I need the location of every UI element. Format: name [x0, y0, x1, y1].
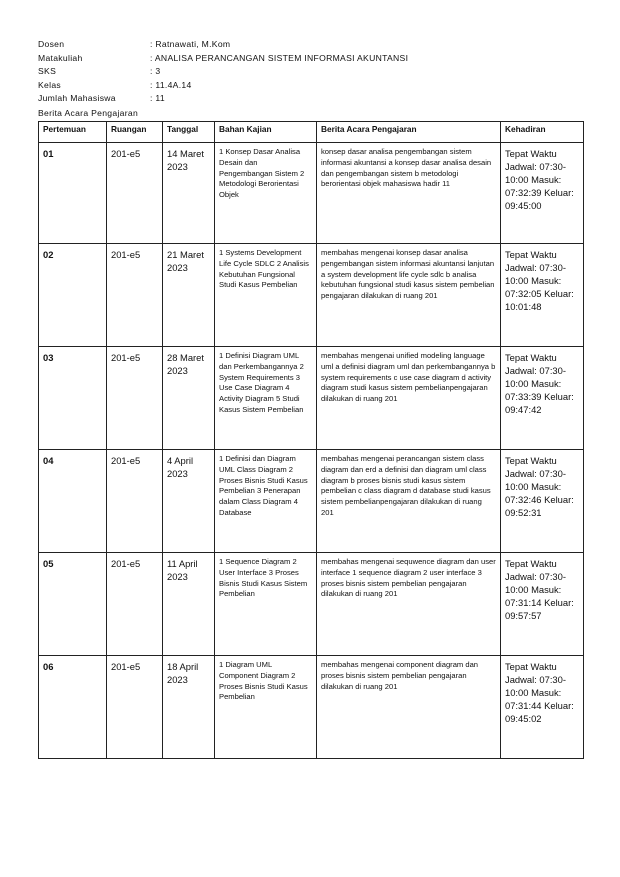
info-label: Dosen: [38, 39, 65, 49]
cell-pertemuan: 02: [39, 244, 107, 347]
cell-tanggal: 28 Maret 2023: [163, 347, 215, 450]
cell-berita-acara: membahas mengenai unified modeling language uml a definisi diagram uml dan perkembangannya b system requirements c use case diagram d activity diagram studi kasus sistem pembelianpengajaran dilakukan di ruang 201: [317, 347, 501, 450]
info-row-matakuliah: [38, 52, 408, 66]
header-berita-acara: Berita Acara Pengajaran: [317, 122, 501, 143]
cell-ruangan: 201-e5: [107, 347, 163, 450]
info-label: Matakuliah: [38, 52, 83, 63]
cell-bahan-kajian: 1 Sequence Diagram 2 User Interface 3 Proses Bisnis Studi Kasus Sistem Pembelian: [215, 553, 317, 656]
cell-pertemuan: 06: [39, 656, 107, 759]
cell-bahan-kajian: 1 Konsep Dasar Analisa Desain dan Pengembangan Sistem 2 Metodologi Berorientasi Objek: [215, 143, 317, 244]
cell-tanggal: 14 Maret 2023: [163, 143, 215, 244]
table-row: [39, 656, 584, 759]
cell-kehadiran: Tepat Waktu Jadwal: 07:30-10:00 Masuk: 07:32:39 Keluar: 09:45:00: [501, 143, 584, 244]
info-label: Kelas: [38, 79, 61, 90]
cell-bahan-kajian: 1 Systems Development Life Cycle SDLC 2 Analisis Kebutuhan Fungsional Studi Kasus Pembelian: [215, 244, 317, 347]
cell-kehadiran: Tepat Waktu Jadwal: 07:30-10:00 Masuk: 07:33:39 Keluar: 09:47:42: [501, 347, 584, 450]
table-row: [39, 143, 584, 244]
header-pertemuan: Pertemuan: [39, 122, 107, 143]
cell-berita-acara: membahas mengenai component diagram dan proses bisnis sistem pembelian pengajaran dilakukan di ruang 201: [317, 656, 501, 759]
info-row-dosen: [38, 38, 408, 52]
table-row: [39, 244, 584, 347]
cell-kehadiran: Tepat Waktu Jadwal: 07:30-10:00 Masuk: 07:32:05 Keluar: 10:01:48: [501, 244, 584, 347]
cell-tanggal: 21 Maret 2023: [163, 244, 215, 347]
cell-ruangan: 201-e5: [107, 553, 163, 656]
info-value: : 11.4A.14: [150, 79, 192, 90]
cell-kehadiran: Tepat Waktu Jadwal: 07:30-10:00 Masuk: 07:31:14 Keluar: 09:57:57: [501, 553, 584, 656]
cell-ruangan: 201-e5: [107, 450, 163, 553]
cell-tanggal: 4 April 2023: [163, 450, 215, 553]
cell-bahan-kajian: 1 Definisi Diagram UML dan Perkembangannya 2 System Requirements 3 Use Case Diagram 4 Activity Diagram 5 Studi Kasus Sistem Pembelian: [215, 347, 317, 450]
cell-berita-acara: membahas mengenai sequwence diagram dan user interface 1 sequence diagram 2 user interface 3 proses bisnis sistem pembelian pengajaran dilakukan di ruang 201: [317, 553, 501, 656]
header-bahan-kajian: Bahan Kajian: [215, 122, 317, 143]
info-label: SKS: [38, 66, 57, 76]
cell-ruangan: 201-e5: [107, 143, 163, 244]
cell-tanggal: 18 April 2023: [163, 656, 215, 759]
cell-bahan-kajian: 1 Definisi dan Diagram UML Class Diagram 2 Proses Bisnis Studi Kasus Pembelian 3 Penerapan dalam Class Diagram 4 Database: [215, 450, 317, 553]
cell-kehadiran: Tepat Waktu Jadwal: 07:30-10:00 Masuk: 07:32:46 Keluar: 09:52:31: [501, 450, 584, 553]
info-row-jumlah: [38, 92, 408, 106]
cell-tanggal: 11 April 2023: [163, 553, 215, 656]
cell-ruangan: 201-e5: [107, 244, 163, 347]
cell-berita-acara: konsep dasar analisa pengembangan sistem informasi akuntansi a konsep dasar analisa desain dan pengembangan sistem b metodologi berorientasi objek mahasiswa hadir 11: [317, 143, 501, 244]
header-ruangan: Ruangan: [107, 122, 163, 143]
cell-bahan-kajian: 1 Diagram UML Component Diagram 2 Proses Bisnis Studi Kasus Pembelian: [215, 656, 317, 759]
info-row-sks: [38, 65, 408, 79]
info-value: : 3: [150, 66, 161, 76]
info-value: : 11: [150, 93, 165, 103]
table-caption: Berita Acara Pengajaran: [38, 108, 139, 118]
cell-pertemuan: 03: [39, 347, 107, 450]
cell-kehadiran: Tepat Waktu Jadwal: 07:30-10:00 Masuk: 07:31:44 Keluar: 09:45:02: [501, 656, 584, 759]
table-row: [39, 450, 584, 553]
attendance-table: [38, 121, 584, 759]
cell-berita-acara: membahas mengenai konsep dasar analisa pengembangan sistem informasi akuntansi lanjutan a system development life cycle sdlc b analisa kebutuhan fungsional studi kasus sistem pembelian pengajaran dilakukan di ruang 201: [317, 244, 501, 347]
info-value: : ANALISA PERANCANGAN SISTEM INFORMASI AKUNTANSI: [150, 52, 409, 63]
info-row-kelas: [38, 79, 408, 93]
header-tanggal: Tanggal: [163, 122, 215, 143]
table-row: [39, 553, 584, 656]
cell-berita-acara: membahas mengenai perancangan sistem class diagram dan erd a definisi dan diagram uml class diagram b proses bisnis studi kasus sistem pembelian c class diagram d database studi kasus sistem pembelianpengajaran dilakukan di ruang 201: [317, 450, 501, 553]
course-info: [38, 38, 408, 106]
info-label: Jumlah Mahasiswa: [38, 93, 116, 103]
header-kehadiran: Kehadiran: [501, 122, 584, 143]
cell-pertemuan: 04: [39, 450, 107, 553]
cell-pertemuan: 05: [39, 553, 107, 656]
cell-ruangan: 201-e5: [107, 656, 163, 759]
info-value: : Ratnawati, M.Kom: [150, 39, 231, 49]
table-row: [39, 347, 584, 450]
table-header-row: [39, 122, 584, 143]
cell-pertemuan: 01: [39, 143, 107, 244]
